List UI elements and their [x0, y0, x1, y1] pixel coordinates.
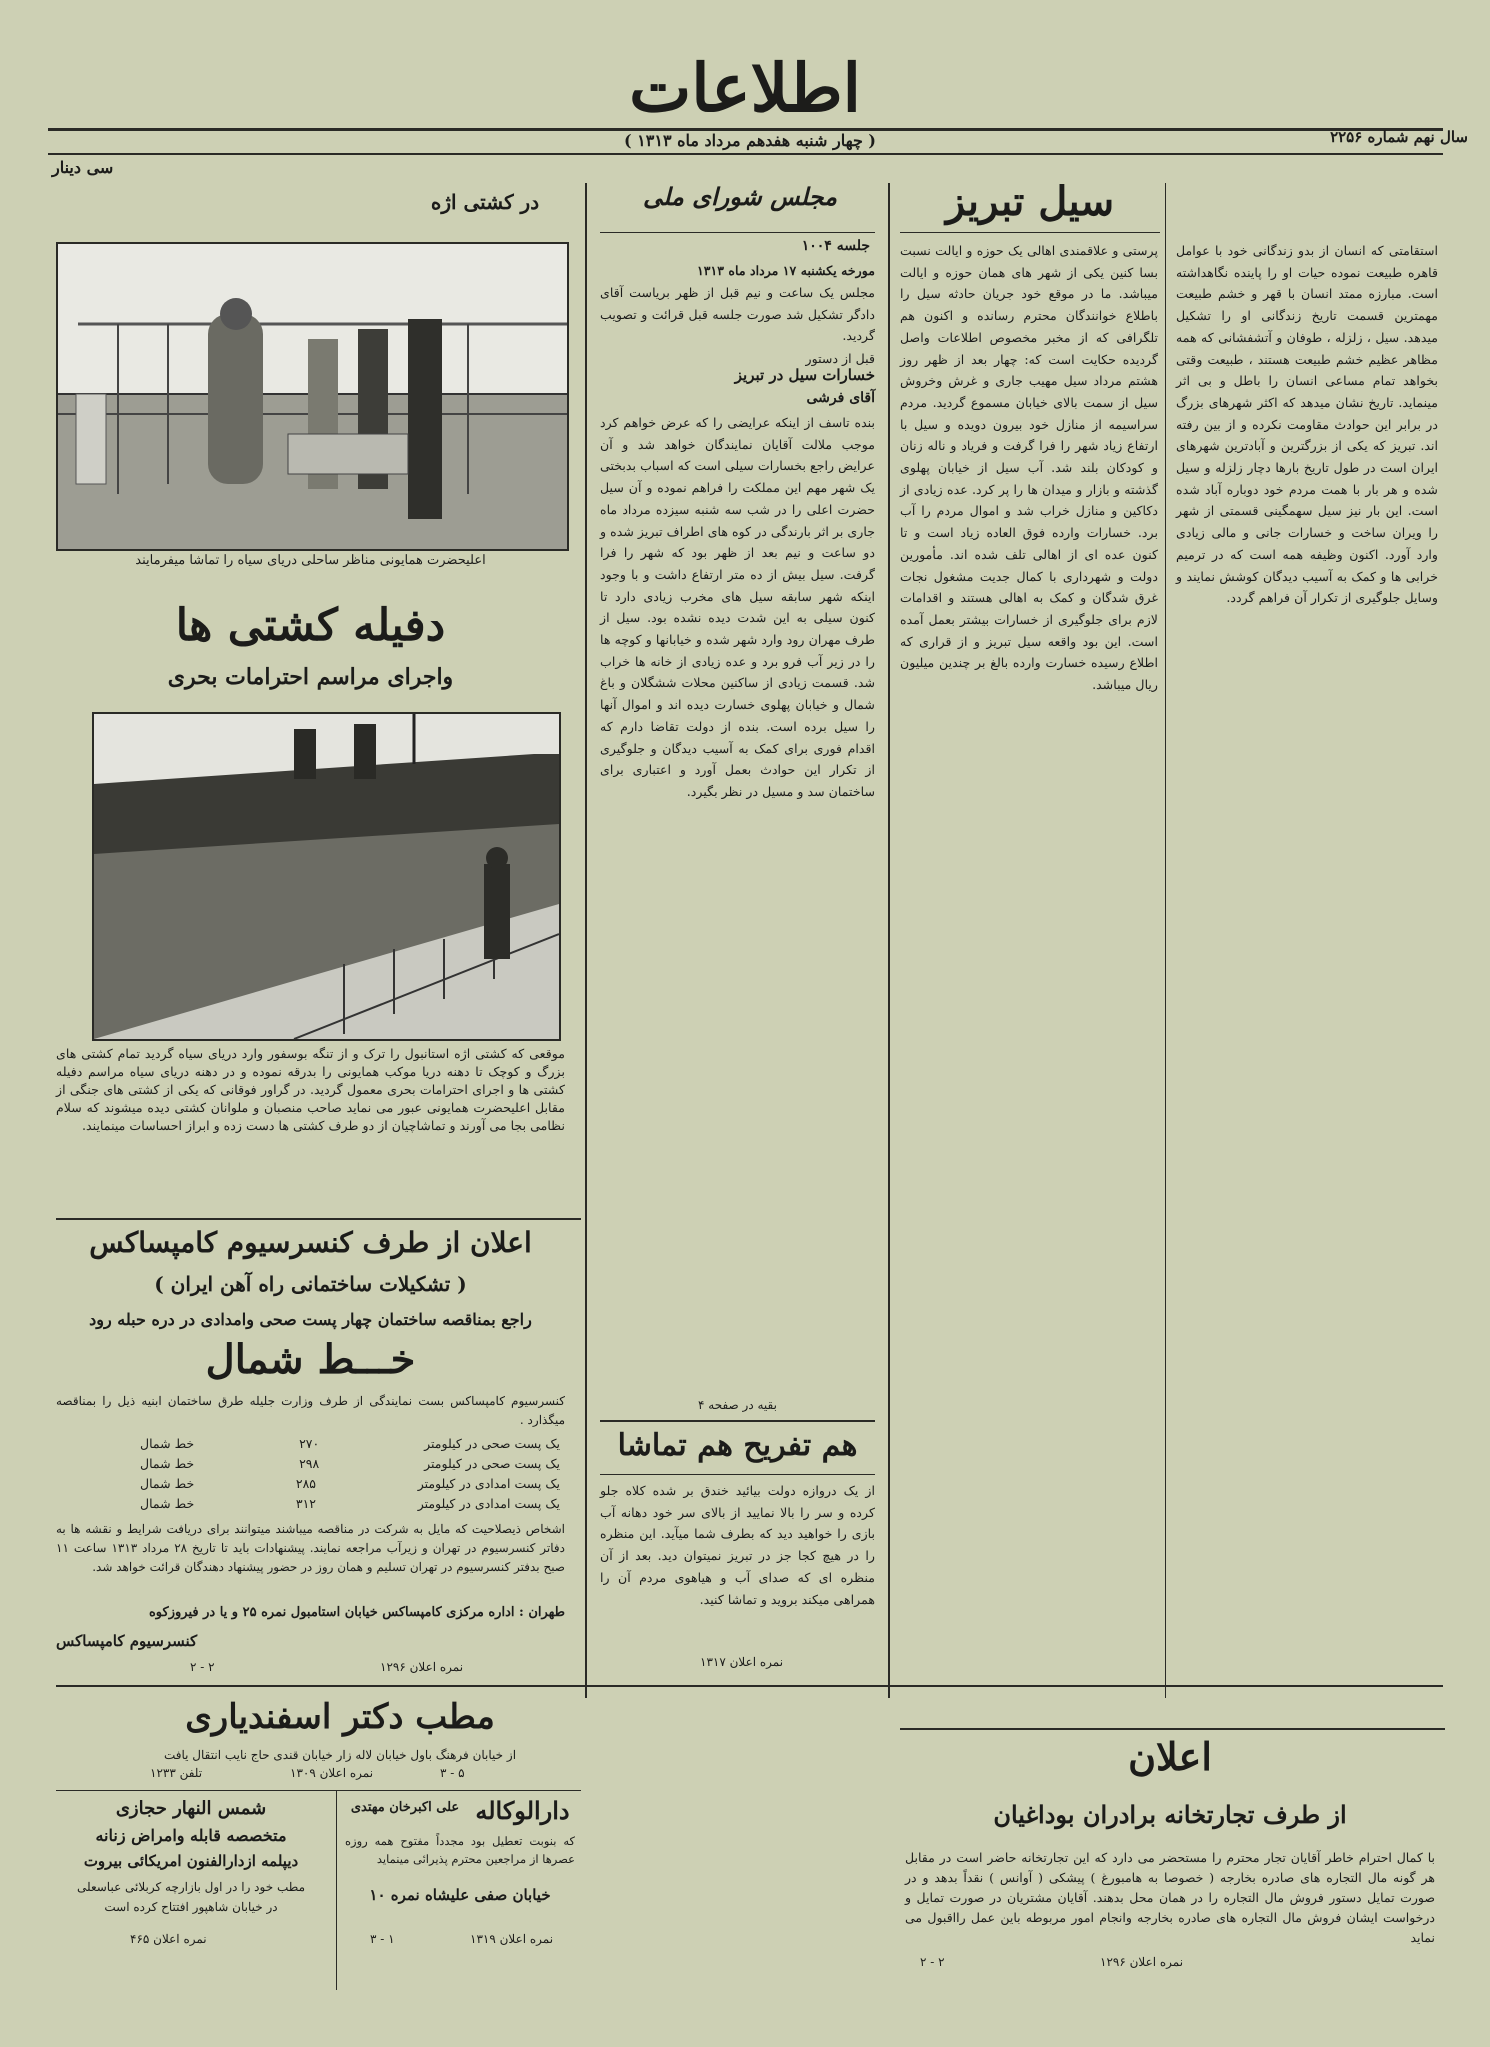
table-cell-item: یک پست صحی در کیلومتر — [424, 1436, 560, 1451]
table-cell-item: یک پست صحی در کیلومتر — [424, 1456, 560, 1471]
table-cell-line: خط شمال — [140, 1436, 195, 1451]
kampsax-ad-signature: کنسرسیوم کامپساکس — [56, 1632, 198, 1650]
table-cell-item: یک پست امدادی در کیلومتر — [417, 1496, 560, 1511]
table-cell-line: خط شمال — [140, 1456, 195, 1471]
warship-photo — [92, 712, 561, 1041]
fleet-parade-headline: دفیله کشتی ها — [175, 600, 446, 651]
esfandiari-ad-title: مطب دکتر اسفندیاری — [185, 1697, 495, 1737]
ship-deck-photo — [56, 242, 569, 551]
shams-ad-name: شمس النهار حجازی — [115, 1798, 267, 1819]
warship-illustration — [94, 714, 559, 1039]
dar-ad-title: دارالوکاله — [475, 1796, 570, 1825]
budaghian-ad-title: اعلان — [1128, 1734, 1212, 1779]
majlis-body: بنده تاسف از اینکه عرایضی را که عرض خواهم کرد موجب ملالت آقایان نمایندگان خواهد شد و آن عرایض راجع بخسارات سیلی است که اسباب بدبختی یک شهر مهم این مملکت را فراهم نموده و آن سیل حضرت اعلی را در شب سه شنبه سیزده مرداد ماه جاری بر اثر بارندگی در کوه های اطراف تبریز شده و دو ساعت و نیم بعد از ظهر بود که شهر را فرا گرفت. سیل بیش از ده متر ارتفاع داشت و با وجود اینکه شهر سابقه سیل های مخرب زیادی دارد تا کنون سیلی به این شدت دیده نشده بود. سیل از طرف مهران رود وارد شهر شده و خیابانها و کوچه ها را در زیر آب فرو برد و عده زیادی از خانه ها خراب شد. قسمت زیادی از ساکنین محلات ششگلان و باغ شمال و خیابان پهلوی خسارت دیده اند و اموال آنها را سیل برده است. بنده از دولت تقاضا دارم که اقدام فوری برای کمک به آسیب دیدگان و جلوگیری از تکرار این حوادث بعمل آورد و اعتباری برای ساختمان سد و مسیل در نظر بگیرد. — [600, 415, 875, 799]
photo-caption-2: موقعی که کشتی اژه استانبول را ترک و از تنگه بوسفور وارد دریای سیاه گردید تمام کشتی های بزرگ و کوچک تا دهنه دریا موکب همایونی را بدرقه نموده و در دهنه دریای سیاه مراسم دفیله کشتی ها و اجرای احترامات بحری معمول گردید. در گراور فوقانی که یکی از کشتی های جنگی از مقابل اعلیحضرت همایونی عبور می نماید صاحب منصبان و ملوانان کشتی دیده میشوند که سلام نظامی بجا می آورند و تماشاچیان از دو طرف کشتی ها دست زده و ابراز احساسات مینمایند. — [56, 1046, 565, 1133]
dateline: ( چهار شنبه هفدهم مرداد ماه ۱۳۱۳ ) — [624, 131, 876, 150]
fleet-parade-subhead: واجرای مراسم احترامات بحری — [167, 664, 454, 690]
tabriz-column-1: استقامتی که انسان از بدو زندگانی خود با عوامل قاهره طبیعت نموده حیات او را پاینده نگاهداشته است. مبارزه ممتد انسان با قهر و خشم طبیعت مهمترین قسمت تاریخ زندگانی او را تشکیل میدهد. سیل ، زلزله ، طوفان و آتشفشانی که همه مظاهر عظیم خشم طبیعت هستند ، طبیعت وقتی بخواهد تمام مساعی انسان را باطل و بی اثر مینماید. تاریخ نشان میدهد که اکثر شهرهای بزرگ در برابر این حوادث مقاومت نکرده و از بین رفته اند. تبریز که یکی از بزرگترین و آبادترین شهرهای ایران است در طول تاریخ بارها دچار زلزله و سیل شده و هر بار با همت مردم خود دوباره آباد شده است. این بار نیز سیل سهمگینی قسمتی از شهر را ویران ساخت و خسارات جانی و مالی زیادی وارد آورد. اکنون وظیفه همه است که در ترمیم خرابی ها و کمک به آسیب دیدگان کوشش نمایند و وسایل جلوگیری از تکرار آن فراهم گردد. — [1176, 243, 1438, 606]
table-cell-line: خط شمال — [140, 1496, 195, 1511]
kampsax-ad-tehran: طهران : اداره مرکزی کامپساکس خیابان استامبول نمره ۲۵ و یا در فیروزکوه — [149, 1605, 565, 1620]
majlis-session: جلسه ۱۰۰۴ — [801, 238, 870, 254]
column-rule — [585, 183, 587, 1698]
table-row — [140, 1496, 560, 1516]
majlis-speaker: آقای فرشی — [806, 390, 875, 406]
bottom-rule — [56, 1685, 1443, 1687]
kampsax-ad-intro: کنسرسیوم کامپساکس بست نمایندگی از طرف وزارت جلیله طرق ساختمان ابنیه ذیل را بمناقصه میگذارد . — [56, 1394, 565, 1427]
shams-ad-line4: در خیابان شاهپور افتتاح کرده است — [104, 1900, 278, 1914]
table-cell-km: ۲۸۵ — [295, 1476, 317, 1491]
esfandiari-ad-phone: تلفن ۱۲۳۳ — [150, 1766, 203, 1780]
table-cell-km: ۳۱۲ — [295, 1496, 317, 1511]
majlis-subhead: خسارات سیل در تبریز — [734, 366, 875, 384]
masthead-rule-bottom — [48, 153, 1443, 155]
esfandiari-ad-ref: نمره اعلان ۱۳۰۹ — [290, 1766, 374, 1780]
issue-number: سال نهم شماره ۲۲۵۶ — [1330, 128, 1468, 146]
majlis-intro: مجلس یک ساعت و نیم قبل از ظهر بریاست آقای دادگر تشکیل شد صورت جلسه قبل قرائت و تصویب گردید. — [600, 285, 875, 344]
table-row — [140, 1456, 560, 1476]
photo-section-title: در کشتی اژه — [430, 190, 540, 214]
shams-ad-line1: متخصصه قابله وامراض زنانه — [95, 1826, 287, 1845]
majlis-continuation: بقیه در صفحه ۴ — [698, 1398, 777, 1412]
section-rule — [600, 1474, 875, 1475]
table-row — [140, 1436, 560, 1456]
esfandiari-ad-date: ۳ - ۵ — [440, 1766, 465, 1780]
dar-ad-name: علی اکبرخان مهتدی — [350, 1800, 460, 1815]
shams-ad-line2: دیپلمه ازدارالفنون امریکائی بیروت — [83, 1852, 299, 1870]
budaghian-ad-date: ۲ - ۲ — [920, 1955, 945, 1969]
esfandiari-ad-address: از خیابان فرهنگ باول خیابان لاله زار خیابان قندی حاج نایب انتقال یافت — [163, 1748, 517, 1762]
dar-ad-line: که بنوبت تعطیل بود مجدداً مفتوح همه روزه عصرها از مراجعین محترم پذیرائی مینماید — [345, 1834, 575, 1866]
dar-ad-date: ۳ - ۱ — [370, 1932, 395, 1946]
table-cell-km: ۲۷۰ — [299, 1436, 320, 1451]
kampsax-ad-title: اعلان از طرف کنسرسیوم کامپساکس — [89, 1226, 532, 1259]
price: سی دینار — [52, 158, 114, 177]
ship-deck-illustration — [58, 244, 567, 549]
majlis-title: مجلس شورای ملی — [643, 182, 837, 211]
kampsax-ad-body: اشخاص ذیصلاحیت که مایل به شرکت در مناقصه میباشند میتوانند برای دریافت شرایط و نقشه ها به دفاتر کنسرسیوم در تهران و زیرآب مراجعه نمایند. پیشنهادات باید تا تاریخ ۲۸ مرداد ۱۳۱۳ ساعت ۱۱ صبح بدفتر کنسرسیوم در تهران تسلیم و همان روز در حضور پیشنهاد دهندگان قرائت خواهد شد. — [56, 1522, 565, 1574]
kampsax-ad-ref: نمره اعلان ۱۲۹۶ — [380, 1660, 464, 1674]
shams-ad-ref: نمره اعلان ۴۶۵ — [130, 1932, 207, 1946]
ad-divider — [336, 1790, 337, 1990]
kampsax-ad-big-title: خـــط شمال — [205, 1336, 416, 1383]
section-rule — [56, 1218, 581, 1220]
tabriz-column-2: پرستی و علاقمندی اهالی یک حوزه و ایالت نسبت بسا کنین یکی از شهر های همان حوزه و ایالت میباشد. ما در موقع خود جریان حادثه سیل را باطلاع خوانندگان محترم رسانده و اکنون هم تلگرافی که از مخبر مخصوص اطلاعات واصل گردیده حکایت است که: چهار بعد از ظهر روز هشتم مرداد سیل مهیب جاری و غرش وخروش سیل از سمت بالای خیابان مسموع گردید. مردم سراسیمه از منازل خود بیرون دویده و سیل با ارتفاع زیاد شهر را فرا گرفت و فریاد و ناله زنان و کودکان بلند شد. آب سیل از خیابان پهلوی گذشته و بازار و میدان ها را پر کرد. عده زیادی از دکاکین و منازل خراب شد و اموال مردم را آب برد. خسارات وارده فوق العاده زیاد است و تا کنون عده ای از اهالی تلف شده اند. مأمورین دولت و شهرداری با کمال جدیت مشغول نجات غرق شدگان و کمک به اهالی هستند و اقدامات لازم برای جلوگیری از خسارات بیشتر بعمل آمده است. این بود واقعه سیل تبریز و از قراری که اطلاع رسیده خسارت وارده بالغ بر چندین میلیون ریال میباشد. — [900, 243, 1158, 693]
table-cell-line: خط شمال — [140, 1476, 195, 1491]
section-rule — [600, 1420, 875, 1422]
entertainment-title: هم تفریح هم تماشا — [617, 1428, 858, 1463]
kampsax-ad-subtitle: ( تشکیلات ساختمانی راه آهن ایران ) — [154, 1272, 467, 1296]
dar-ad-ref: نمره اعلان ۱۳۱۹ — [470, 1932, 554, 1946]
entertainment-ref: نمره اعلان ۱۳۱۷ — [700, 1655, 784, 1669]
tabriz-title: سیل تبریز — [945, 178, 1115, 225]
table-row — [140, 1476, 560, 1496]
kampsax-ad-date: ۲ - ۲ — [190, 1660, 215, 1674]
budaghian-ad-subtitle: از طرف تجارتخانه برادران بوداغیان — [993, 1800, 1347, 1829]
majlis-date: مورخه یکشنبه ۱۷ مرداد ماه ۱۳۱۳ — [696, 263, 875, 278]
ad-divider — [56, 1790, 581, 1791]
shams-ad-line3: مطب خود را در اول بازارچه کربلائی عباسعلی — [76, 1880, 306, 1894]
entertainment-body: از یک دروازه دولت بیائید خندق بر شده کلاه جلو کرده و سر را بالا نمایید از بالای سر خود دهانه آب بازی را خواهید دید که بطرف شما میآید. این منظره را در هیچ کجا جز در تبریز نمیتوان دید. بعد از آن منظره ای که صدای آب و هیاهوی مردم آن را همراهی میکند بروید و تماشا کنید. — [600, 1483, 875, 1607]
table-cell-item: یک پست امدادی در کیلومتر — [417, 1476, 560, 1491]
photo-caption-1: اعلیحضرت همایونی مناظر ساحلی دریای سیاه را تماشا میفرمایند — [135, 553, 486, 568]
kampsax-item-table — [140, 1436, 560, 1516]
tabriz-title-rule — [900, 232, 1160, 233]
masthead-title: اطلاعات — [629, 49, 861, 127]
budaghian-ad-body: با کمال احترام خاطر آقایان تجار محترم را مستحضر می دارد که این تجارتخانه حاضر است در مقابل هر گونه مال التجاره های صادره بخارجه ( خصوصا به هامبورغ ) پیشکی ( آوانس ) نقداً بدهد و در صورت تمایل دستور فروش مال التجاره را در همان محل بدهند. آقایان مشتریان در صورت تمایل و درخواست ایشان فروش مال التجاره های صادره بخارجه وانجام امور مربوطه باین عمل رااقبول می نماید — [905, 1850, 1435, 1945]
kampsax-ad-line: راجع بمناقصه ساختمان چهار پست صحی وامدادی در دره حبله رود — [89, 1310, 532, 1329]
dar-ad-address: خیابان صفی علیشاه نمره ۱۰ — [369, 1886, 551, 1904]
column-rule — [1165, 183, 1166, 1698]
majlis-title-rule — [600, 232, 875, 233]
column-rule — [888, 183, 890, 1698]
section-rule — [900, 1728, 1445, 1730]
budaghian-ad-ref: نمره اعلان ۱۲۹۶ — [1100, 1955, 1184, 1969]
majlis-order: قبل از دستور — [805, 351, 875, 366]
table-cell-km: ۲۹۸ — [299, 1456, 320, 1471]
